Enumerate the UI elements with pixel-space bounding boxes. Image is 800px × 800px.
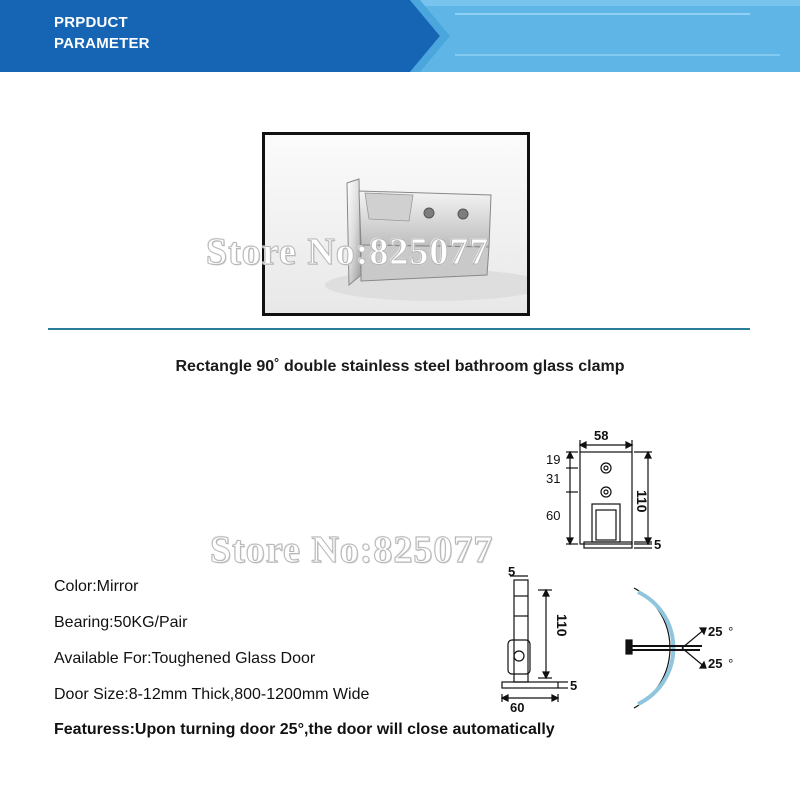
banner-title-line2: PARAMETER	[54, 35, 150, 52]
dim-hole-31: 31	[546, 471, 561, 486]
angle-lines	[620, 582, 750, 712]
side-view-drawing	[494, 566, 584, 716]
dim-base-5: 5	[654, 537, 662, 552]
angle-lower: 25	[708, 656, 723, 671]
product-title: Rectangle 90˚ double stainless steel bathroom glass clamp	[175, 358, 625, 375]
side-view-lines	[494, 566, 584, 716]
header-banner	[0, 0, 800, 72]
glass-clamp-illustration	[265, 135, 527, 313]
banner-title	[54, 12, 150, 54]
dim-side-base-5: 5	[570, 678, 578, 693]
angle-upper-degree: °	[728, 624, 734, 639]
watermark: Store No:825077	[206, 231, 490, 273]
banner-title-line1: PRPDUCT	[54, 14, 128, 31]
product-photo	[262, 132, 530, 316]
watermark-lower: Store No:825077	[210, 529, 494, 571]
dim-side-height-110: 110	[554, 614, 570, 637]
front-view-drawing	[540, 420, 680, 560]
spec-color: Color:Mirror	[54, 578, 139, 595]
spec-available-for: Available For:Toughened Glass Door	[54, 650, 316, 667]
spec-feature: Featuress:Upon turning door 25°,the door will close automatically	[54, 721, 555, 738]
rotation-angle-drawing	[620, 582, 750, 712]
divider-rule	[48, 328, 750, 330]
spec-bearing: Bearing:50KG/Pair	[54, 614, 188, 631]
angle-upper-value	[708, 624, 733, 639]
angle-lower-value	[708, 656, 733, 671]
angle-lower-degree: °	[728, 656, 734, 671]
dim-lower-60: 60	[546, 508, 561, 523]
dim-side-top-5: 5	[508, 564, 516, 579]
dim-side-width-60: 60	[510, 700, 525, 715]
angle-upper: 25	[708, 624, 723, 639]
dim-height-110: 110	[634, 490, 650, 513]
dim-width-58: 58	[594, 428, 609, 443]
spec-door-size: Door Size:8-12mm Thick,800-1200mm Wide	[54, 686, 370, 703]
dim-top-19: 19	[546, 452, 561, 467]
